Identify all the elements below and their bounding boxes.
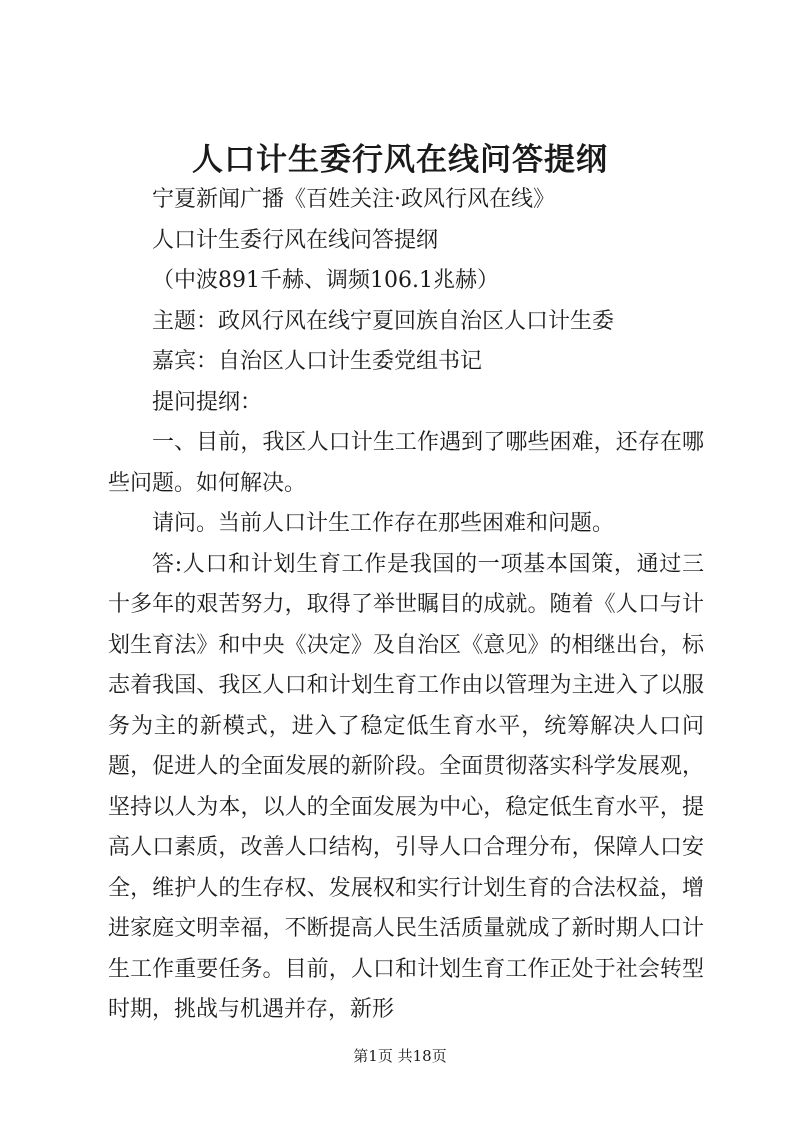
page-number-footer: 第1页 共18页 [353, 1047, 447, 1065]
paragraph-answer: 答:人口和计划生育工作是我国的一项基本国策，通过三十多年的艰苦努力，取得了举世瞩目的成就。随着《人口与计划生育法》和中央《决定》及自治区《意见》的相继出台，标志着我国、我区人口和计划生育工作由以管理为主进入了以服务为主的新模式，进入了稳定低生育水平，统筹解决人口问题，促进人的全面发展的新阶段。全面贯彻落实科学发展观，坚持以人为本，以人的全面发展为中心，稳定低生育水平，提高人口素质，改善人口结构，引导人口合理分布，保障人口安全，维护人的生存权、发展权和实行计划生育的合法权益，增进家庭文明幸福，不断提高人民生活质量就成了新时期人口计生工作重要任务。目前，人口和计划生育工作正处于社会转型时期，挑战与机遇并存，新形 [108, 551, 704, 1022]
document-title: 人口计生委行风在线问答提纲 [192, 142, 608, 178]
paragraph-host-question: 请问。当前人口计生工作存在那些困难和问题。 [152, 511, 615, 536]
paragraph-frequency: （中波891千赫、调频106.1兆赫） [152, 268, 499, 293]
paragraph-outline-heading: 提问提纲： [152, 389, 263, 415]
paragraph-guest: 嘉宾：自治区人口计生委党组书记 [152, 349, 483, 374]
paragraph-program: 宁夏新闻广播《百姓关注·政风行风在线》 [152, 187, 555, 212]
document-body [108, 180, 704, 1031]
paragraph-theme: 主题：政风行风在线宁夏回族自治区人口计生委 [152, 308, 615, 334]
paragraph-question-one: 一、目前，我区人口计生工作遇到了哪些困难，还存在哪些问题。如何解决。 [108, 430, 704, 496]
paragraph-subtitle: 人口计生委行风在线问答提纲 [152, 227, 439, 253]
